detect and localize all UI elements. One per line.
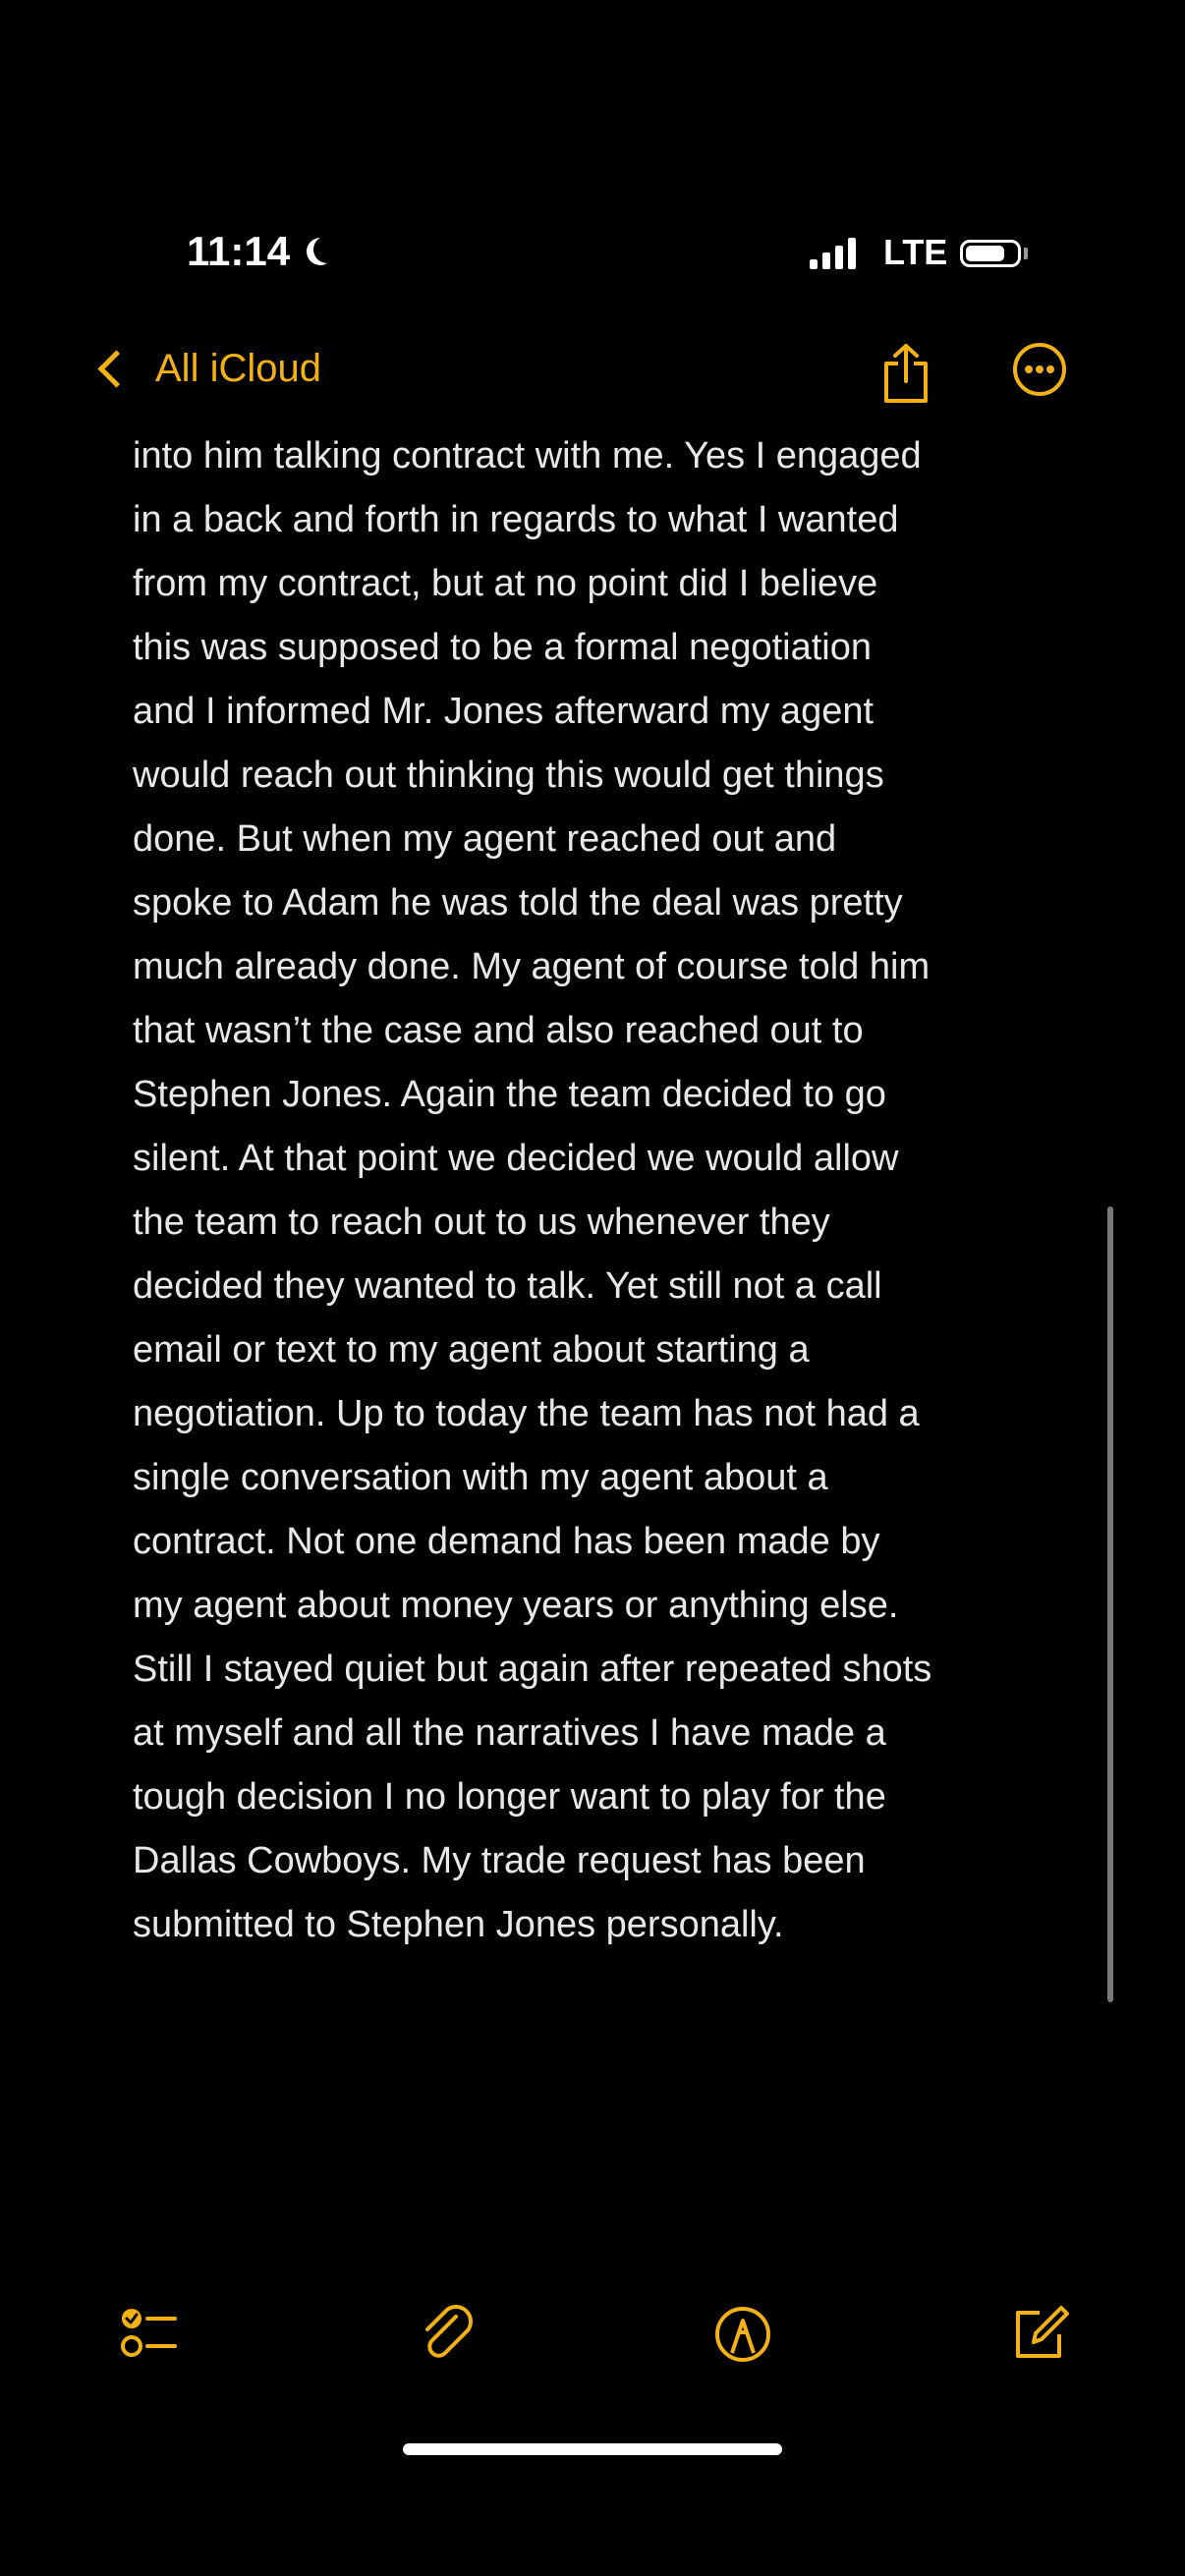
battery-icon [960,240,1021,267]
ellipsis-circle-icon[interactable] [1012,342,1067,397]
note-line: Stephen Jones. Again the team decided to go [133,1074,886,1115]
checklist-icon[interactable] [116,2299,185,2368]
note-line: submitted to Stephen Jones personally. [133,1904,784,1945]
note-line: done. But when my agent reached out and [133,818,837,860]
markup-pen-icon[interactable] [708,2299,777,2368]
note-line: the team to reach out to us whenever they [133,1202,830,1243]
scrollbar[interactable] [1107,1206,1113,2002]
cellular-signal-icon [810,238,856,269]
note-line: silent. At that point we decided we would allow [133,1138,899,1179]
share-icon[interactable] [878,342,933,407]
compose-icon[interactable] [1006,2299,1075,2368]
note-line: negotiation. Up to today the team has not had a [133,1393,920,1434]
note-line: decided they wanted to talk. Yet still not a call [133,1265,882,1307]
battery-tip [1024,248,1028,259]
back-button[interactable] [93,324,321,413]
status-time [187,228,341,275]
back-button-label: All iCloud [155,346,321,390]
note-line: email or text to my agent about starting a [133,1329,810,1371]
network-type-label: LTE [883,232,948,272]
note-line: single conversation with my agent about a [133,1457,828,1498]
note-line: Still I stayed quiet but again after repeated shots [133,1649,932,1690]
note-line: that wasn’t the case and also reached out to [133,1010,864,1051]
note-text-editor[interactable] [133,424,1056,1957]
note-line: spoke to Adam he was told the deal was pretty [133,882,903,924]
note-line: my agent about money years or anything else. [133,1585,899,1626]
note-line: would reach out thinking this would get things [133,755,884,796]
note-line: and I informed Mr. Jones afterward my agent [133,691,875,732]
note-line: tough decision I no longer want to play for the [133,1776,886,1818]
moon-icon [313,236,341,263]
status-bar [0,0,1185,274]
home-indicator[interactable] [403,2443,782,2455]
paperclip-icon[interactable] [413,2299,481,2368]
note-line: into him talking contract with me. Yes I engaged [133,435,922,476]
note-line: at myself and all the narratives I have made a [133,1712,886,1754]
navigation-bar [0,324,1185,413]
note-line: from my contract, but at no point did I believe [133,563,878,604]
note-line: much already done. My agent of course told him [133,946,931,987]
status-time-label: 11:14 [187,228,291,274]
chevron-left-icon [97,350,135,387]
bottom-toolbar [0,2299,1185,2378]
note-line: in a back and forth in regards to what I wanted [133,499,899,540]
note-line: this was supposed to be a formal negotiation [133,627,873,668]
note-line: contract. Not one demand has been made by [133,1521,880,1562]
note-line: Dallas Cowboys. My trade request has been [133,1840,866,1881]
